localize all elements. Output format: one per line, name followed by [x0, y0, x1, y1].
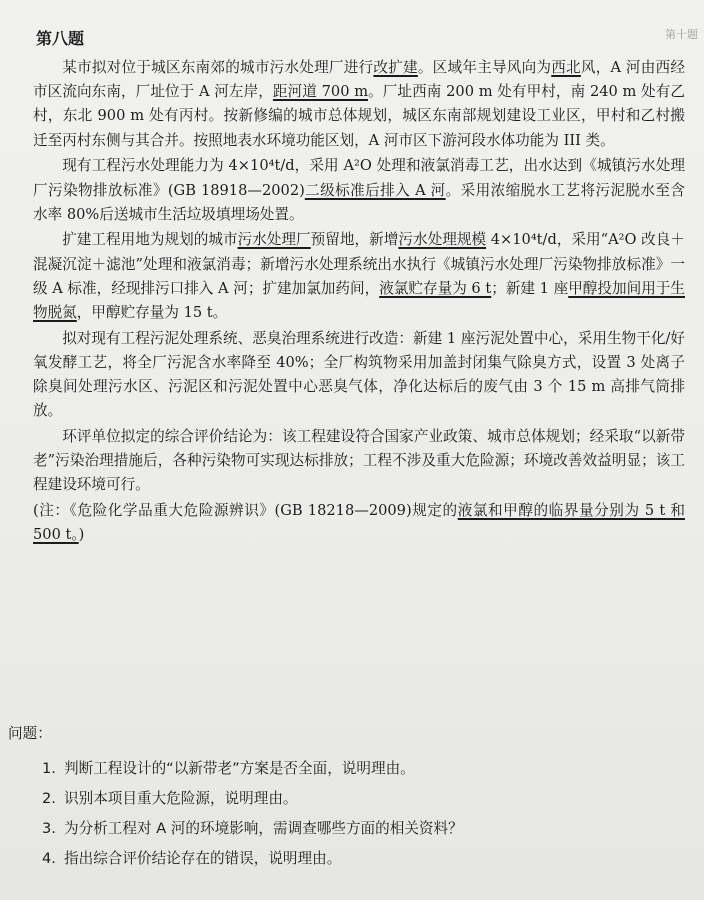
underlined-text: 污水处理规模 — [398, 231, 487, 249]
case-description — [33, 56, 685, 549]
question-item — [42, 787, 463, 817]
question-text: 判断工程设计的“以新带老”方案是否全面，说明理由。 — [64, 760, 415, 777]
text-span: ；新建 1 座 — [491, 279, 569, 297]
question-number: 4. — [42, 850, 56, 867]
question-number: 3. — [42, 820, 56, 837]
text-span: 风，A 河由西经市区流向东南，厂址位于 A 河左岸， — [33, 59, 685, 101]
text-span: 。厂址西南 200 m 处有甲村，南 240 m 处有乙村，东北 900 m 处有丙村。按新修编的城市总体规划，城区东南部规划建设工业区，甲村和乙村搬迁至丙村东侧与其合并。按照地表水环境功能区划，A 河市区下游河段水体功能为 III 类。 — [33, 83, 685, 149]
question-item — [42, 757, 463, 787]
text-span: 预留地，新增 — [310, 231, 399, 249]
text-span: (注：《危险化学品重大危险源辨识》(GB 18218—2009)规定的 — [33, 502, 458, 520]
text-span: 扩建工程用地为规划的城市 — [62, 231, 238, 249]
paragraph-existing-project — [33, 154, 685, 227]
question-item — [42, 817, 463, 847]
standard-note — [33, 499, 685, 547]
question-text: 为分析工程对 A 河的环境影响，需调查哪些方面的相关资料？ — [64, 820, 463, 837]
underlined-text: 污水处理厂 — [237, 231, 311, 249]
paragraph-project-location — [33, 56, 685, 153]
corner-note: 第十题 — [665, 28, 698, 41]
underlined-text: 液氯和甲醇的临界量分别为 5 t 和 500 t。 — [33, 502, 685, 544]
underlined-text: 甲醇投加间用于生物脱氮 — [33, 279, 685, 322]
questions-heading: 问题： — [8, 725, 52, 742]
text-span: ，甲醇贮存量为 15 t。 — [76, 304, 228, 322]
text-span: ) — [78, 526, 85, 544]
text-span: 4×10⁴t/d，采用“A²O 改良＋混凝沉淀＋滤池”处理和液氯消毒；新增污水处理系统出水执行《城镇污水处理厂污染物排放标准》一级 A 标准，经现排污口排入 A 河；扩建加氯加药间， — [33, 231, 685, 297]
paragraph-sludge-odor-upgrade — [33, 327, 685, 424]
underlined-text: 距河道 700 m — [272, 83, 369, 101]
text-span: 。区域年主导风向为 — [417, 59, 552, 76]
text-span: 现有工程污水处理能力为 4×10⁴t/d，采用 A²O 处理和液氯消毒工艺，出水达到《城镇污水处理厂污染物排放标准》(GB 18918—2002) — [33, 157, 685, 199]
underlined-text: 改扩建 — [373, 59, 418, 76]
question-number: 1. — [42, 760, 56, 777]
text-span: 拟对现有工程污泥处理系统、恶臭治理系统进行改造：新建 1 座污泥处置中心，采用生物干化/好氧发酵工艺，将全厂污泥含水率降至 40%；全厂构筑物采用加盖封闭集气除臭方式，设置 3 处离子除臭间处理污水区、污泥区和污泥处置中心恶臭气体，净化达标后的废气由 3 个 15 m 高排气筒排放。 — [33, 329, 685, 420]
text-span: 。采用浓缩脱水工艺将污泥脱水至含水率 80%后送城市生活垃圾填埋场处置。 — [33, 181, 685, 223]
question-item — [42, 847, 463, 877]
paragraph-assessment-conclusion — [33, 425, 685, 498]
underlined-text: 二级标准后排入 A 河 — [304, 181, 446, 199]
underlined-text: 液氯贮存量为 6 t — [379, 279, 492, 297]
question-title: 第八题 — [36, 29, 85, 48]
question-text: 识别本项目重大危险源，说明理由。 — [64, 790, 298, 807]
text-span: 某市拟对位于城区东南郊的城市污水处理厂进行 — [62, 59, 374, 76]
underlined-text: 西北 — [551, 59, 581, 76]
text-span: 环评单位拟定的综合评价结论为：该工程建设符合国家产业政策、城市总体规划；经采取“以新带老”污染治理措施后，各种污染物可实现达标排放；工程不涉及重大危险源；环境改善效益明显；该工程建设环境可行。 — [33, 428, 685, 494]
question-text: 指出综合评价结论存在的错误，说明理由。 — [64, 850, 342, 867]
question-list — [42, 757, 463, 877]
paragraph-expansion-project — [33, 228, 685, 325]
question-number: 2. — [42, 790, 56, 807]
